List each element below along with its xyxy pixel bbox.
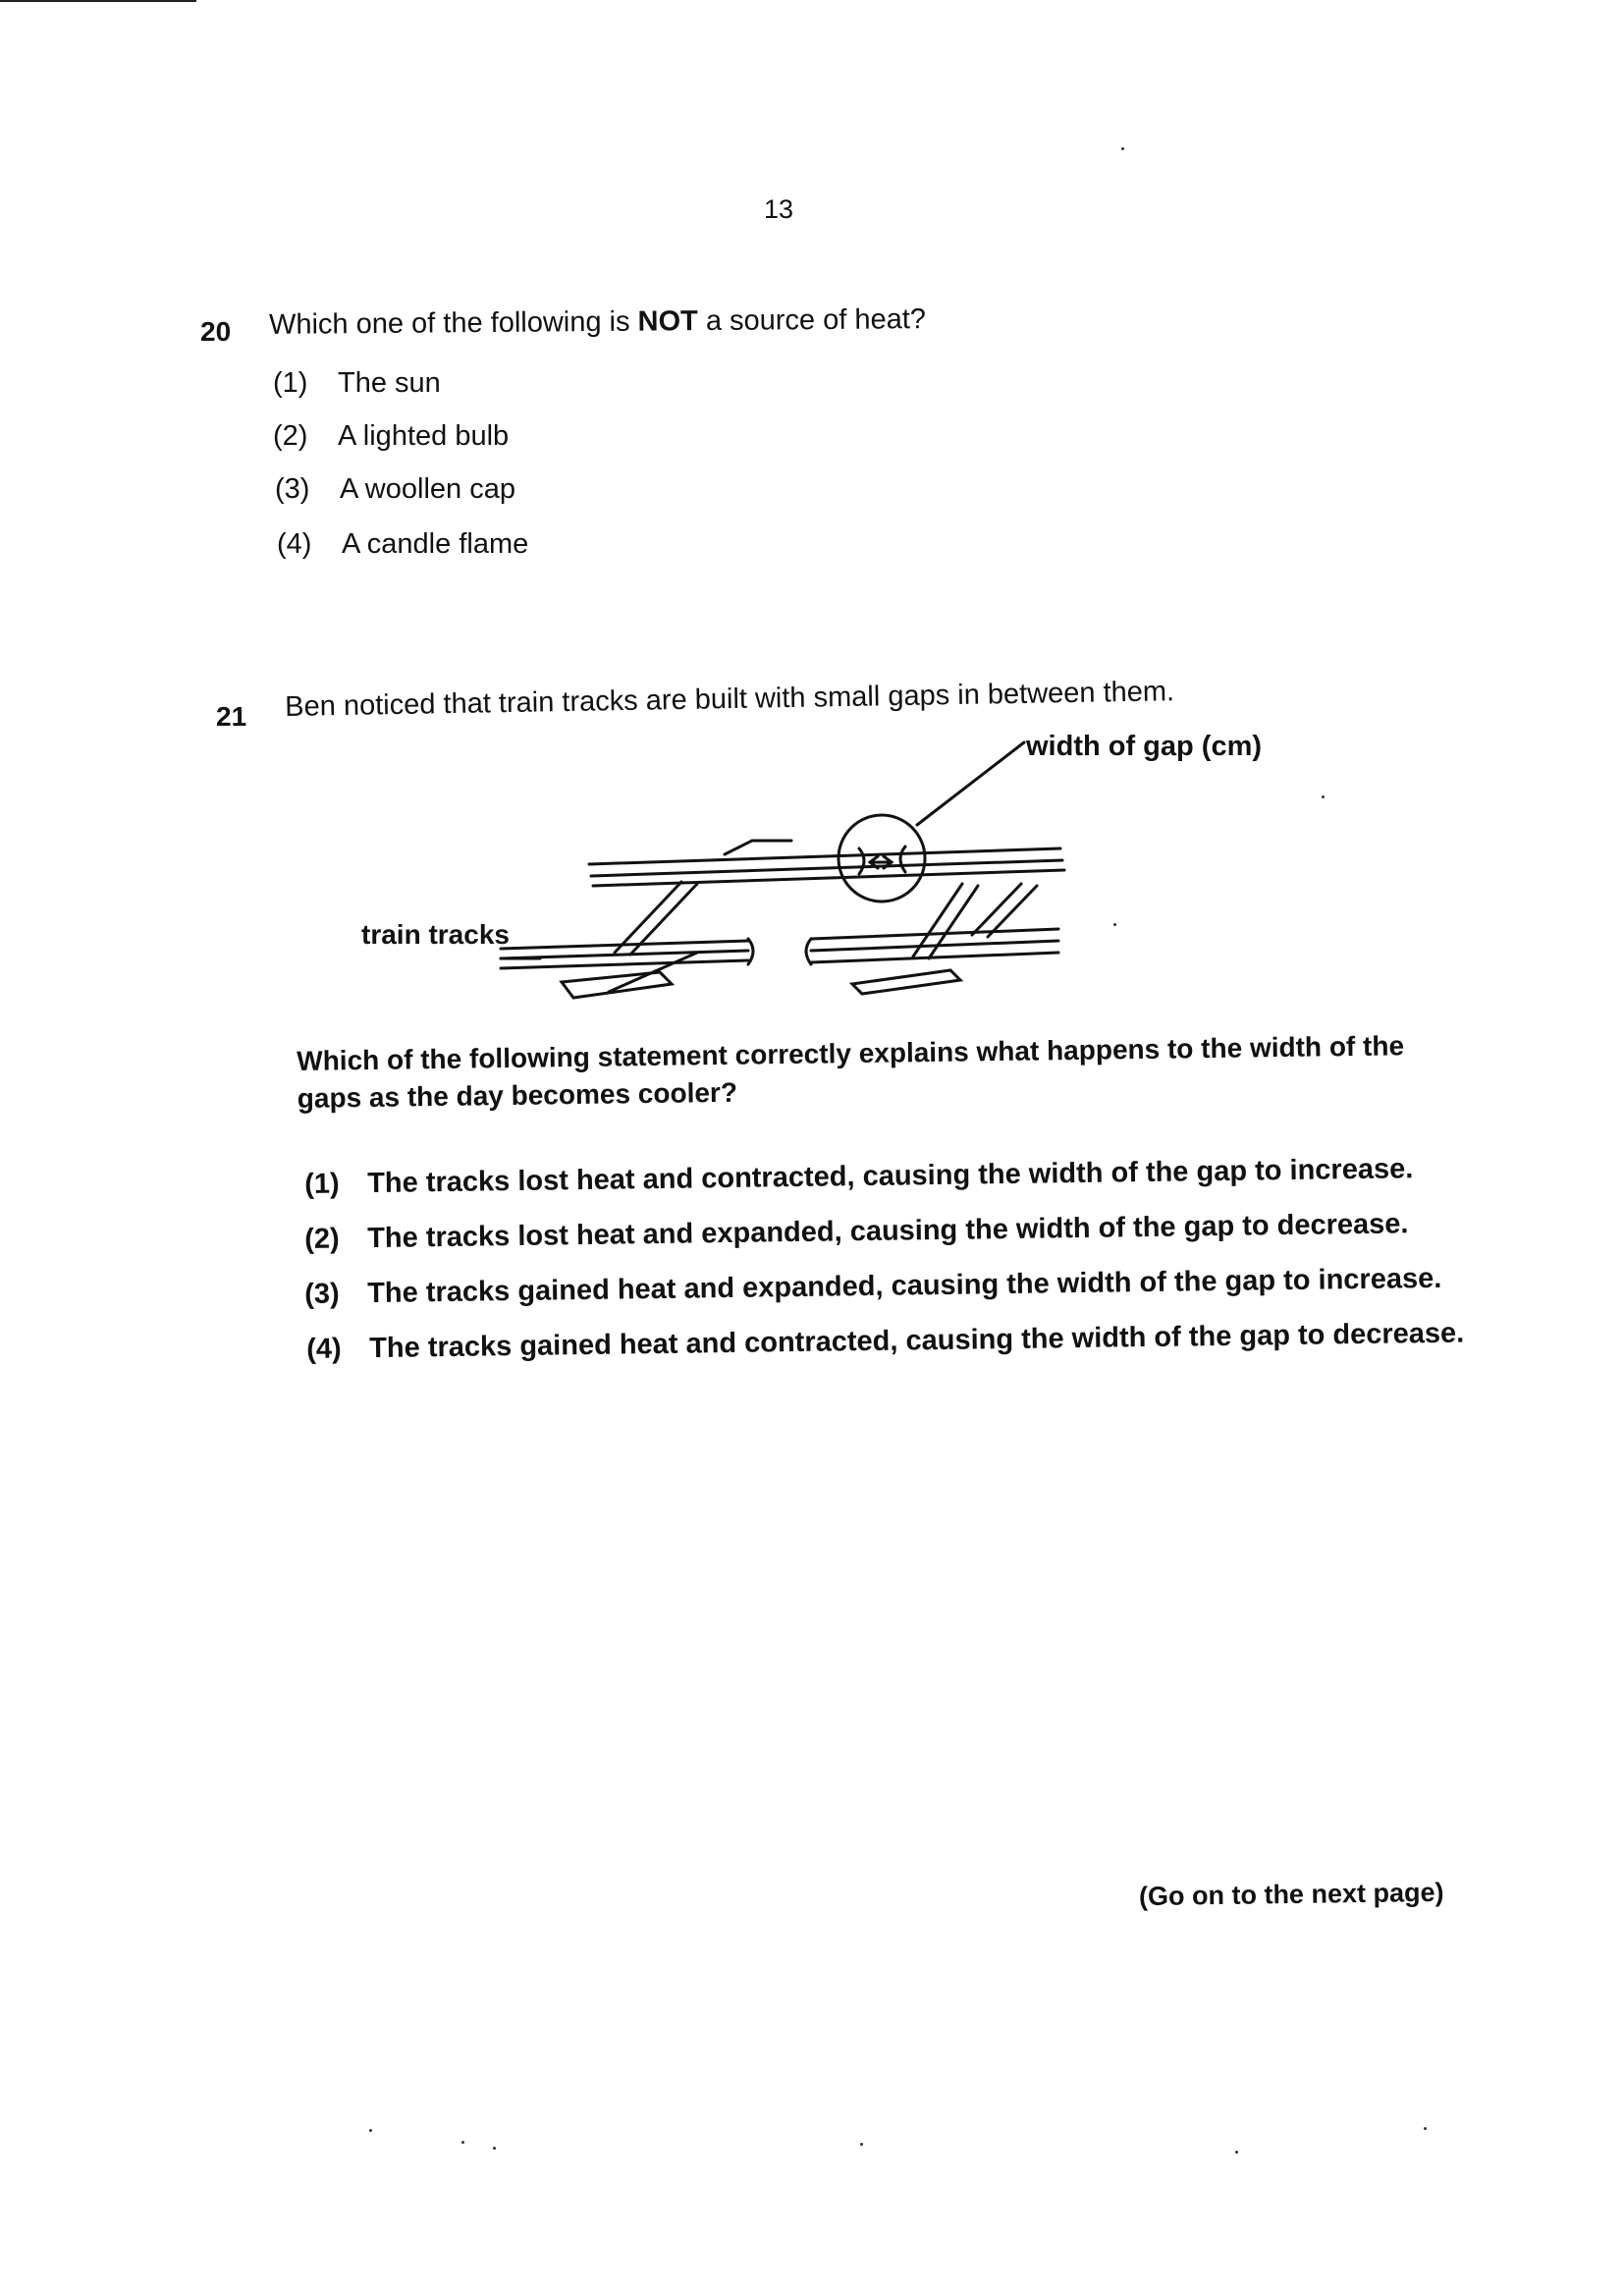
front-rail-right-top	[811, 929, 1058, 939]
question-text: Which one of the following is NOT a source of heat?	[268, 303, 927, 341]
question-intro: Ben noticed that train tracks are built with small gaps in between them.	[285, 676, 1175, 723]
option-1: (1) The sun	[273, 367, 441, 399]
scan-speck	[369, 2129, 372, 2132]
page-footer: (Go on to the next page)	[1138, 1877, 1444, 1912]
option-2: (2) The tracks lost heat and expanded, causing the width of the gap to decrease.	[304, 1208, 1409, 1255]
question-number: 21	[216, 701, 247, 732]
option-4: (4) A candle flame	[277, 528, 529, 560]
scan-speck	[1322, 795, 1325, 798]
front-rail-left-bottom	[501, 960, 748, 968]
sleeper-top-1	[725, 841, 791, 854]
gap-circle	[839, 815, 925, 902]
rail-end-right	[900, 847, 905, 872]
rail-end-left	[859, 848, 864, 874]
scan-speck	[1235, 2151, 1238, 2154]
question-number: 20	[200, 316, 232, 347]
scan-speck	[493, 2147, 496, 2150]
option-2: (2) A lighted bulb	[273, 420, 510, 452]
scan-speck	[461, 2141, 464, 2144]
scan-speck	[1113, 923, 1116, 926]
scan-speck	[1121, 147, 1124, 150]
scan-speck	[1424, 2127, 1427, 2130]
sleeper-front-1	[562, 972, 672, 998]
question-stem: Which of the following statement correctly explains what happens to the width of the gaps as the day becomes cooler?	[297, 1030, 1405, 1114]
top-rule	[0, 0, 196, 2]
scan-speck	[860, 2143, 863, 2146]
option-3: (3) A woollen cap	[275, 473, 515, 505]
front-rail-right-bottom	[811, 953, 1058, 962]
option-3: (3) The tracks gained heat and expanded, causing the width of the gap to increase.	[304, 1262, 1442, 1310]
option-1: (1) The tracks lost heat and contracted, causing the width of the gap to increase.	[304, 1153, 1414, 1200]
emphasis-not: NOT	[637, 305, 698, 338]
page-number: 13	[764, 194, 794, 224]
diagram-label-gap: width of gap (cm)	[1026, 731, 1263, 762]
diagram-label-tracks: train tracks	[361, 919, 510, 950]
train-tracks-diagram	[344, 727, 1090, 1021]
sleeper-front-2	[852, 970, 960, 994]
option-4: (4) The tracks gained heat and contracted, causing the width of the gap to decrease.	[306, 1317, 1465, 1365]
leader-line	[917, 742, 1024, 825]
